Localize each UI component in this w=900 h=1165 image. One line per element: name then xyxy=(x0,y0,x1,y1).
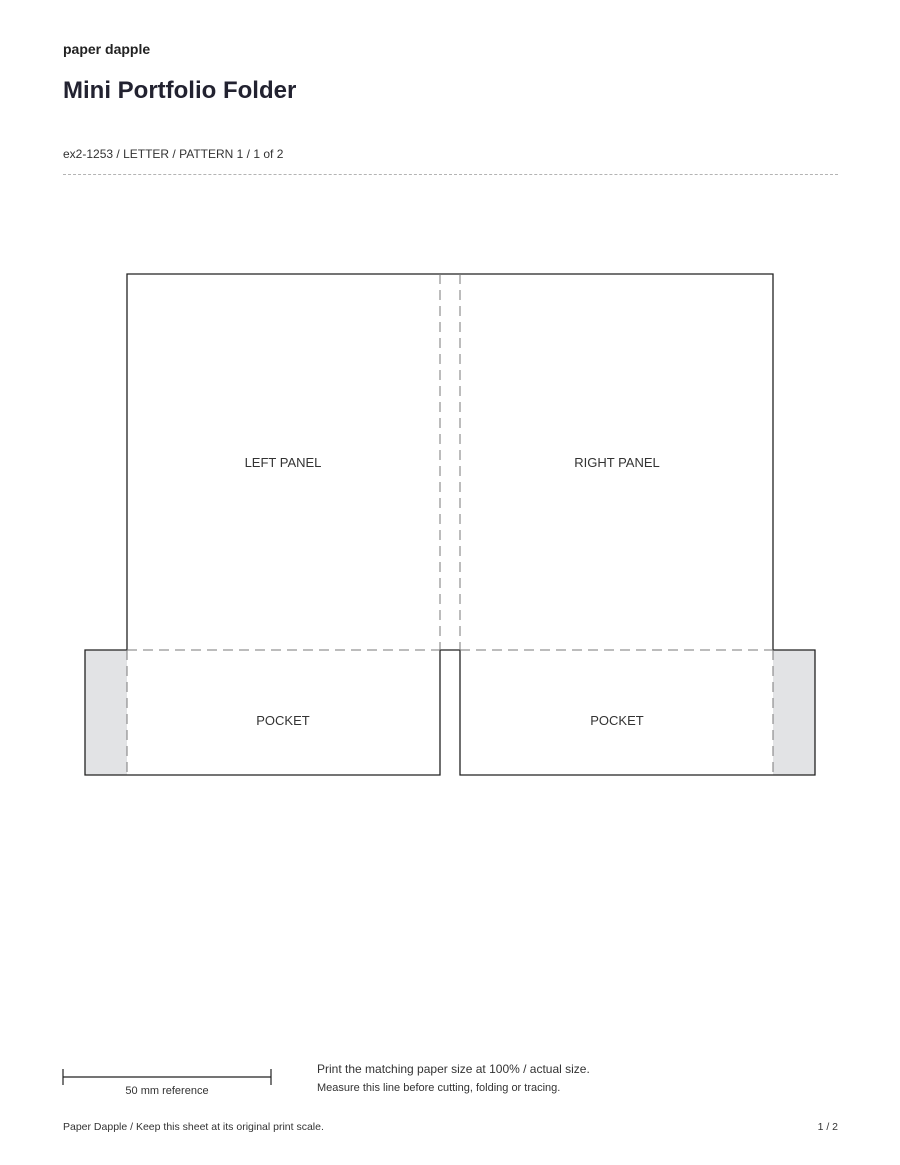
meta-code: ex2-1253 xyxy=(63,147,114,161)
scale-reference-label: 50 mm reference xyxy=(125,1085,209,1097)
meta-separator: / xyxy=(243,147,254,161)
left-pocket-label: POCKET xyxy=(256,713,310,728)
brand-name: paper dapple xyxy=(63,41,151,57)
print-instruction: Print the matching paper size at 100% / actual size. xyxy=(317,1062,590,1076)
right-glue-tab xyxy=(773,650,815,775)
measure-instruction: Measure this line before cutting, folding or tracing. xyxy=(317,1082,561,1094)
meta-page: 1 of 2 xyxy=(253,147,284,161)
left-glue-tab xyxy=(85,650,127,775)
left-panel-label: LEFT PANEL xyxy=(244,455,322,470)
page-title: Mini Portfolio Folder xyxy=(63,77,297,104)
footer-page-number: 1 / 2 xyxy=(817,1121,838,1133)
footer-note: Paper Dapple / Keep this sheet at its original print scale. xyxy=(63,1121,324,1133)
meta-separator: / xyxy=(169,147,180,161)
meta-pattern: PATTERN 1 xyxy=(179,147,244,161)
meta-separator: / xyxy=(113,147,124,161)
right-pocket-label: POCKET xyxy=(590,713,644,728)
meta-paper: LETTER xyxy=(123,147,170,161)
scale-reference-bar xyxy=(62,1068,272,1086)
cut-outline xyxy=(85,274,815,775)
right-panel-label: RIGHT PANEL xyxy=(574,455,660,470)
